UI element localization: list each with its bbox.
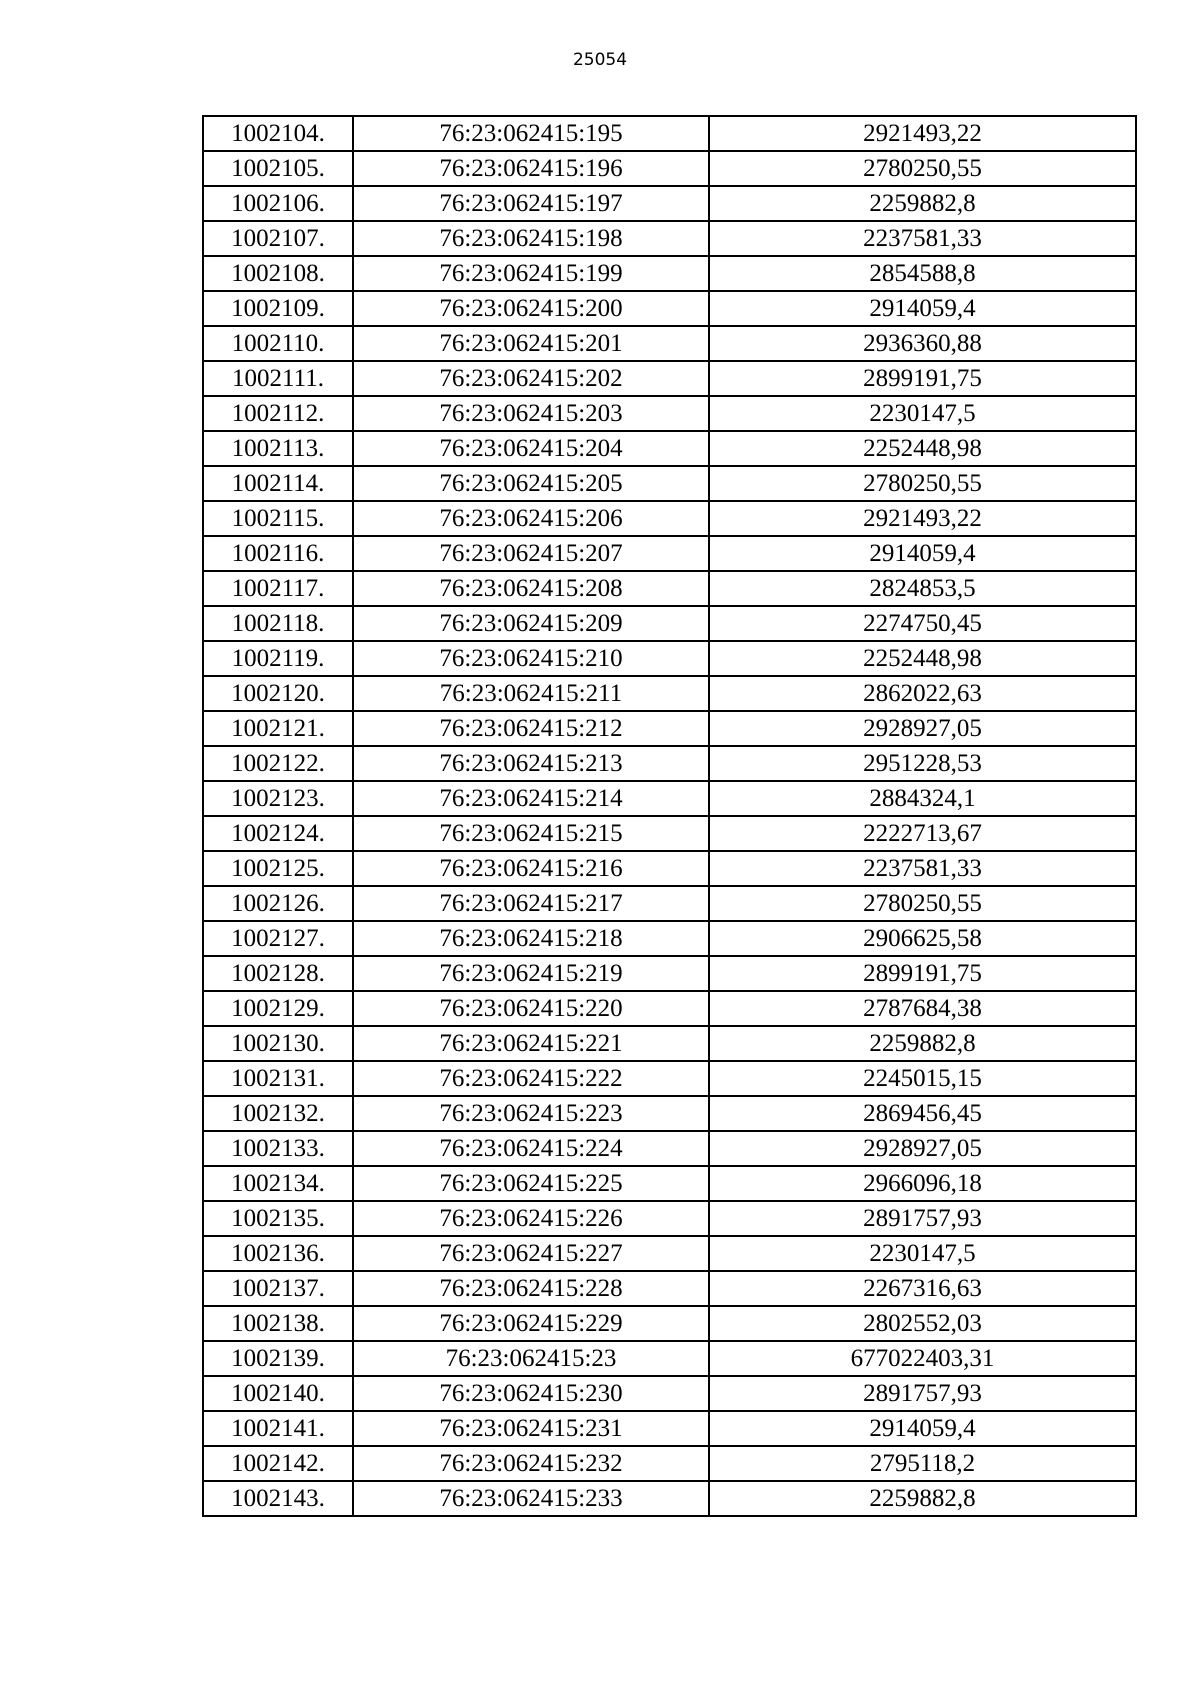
cadastral-number-cell: 76:23:062415:210: [353, 641, 709, 676]
value-cell: 2951228,53: [709, 746, 1136, 781]
cadastral-number-cell: 76:23:062415:200: [353, 291, 709, 326]
row-number-cell: 1002121.: [203, 711, 353, 746]
table-row: [203, 606, 1136, 641]
table-row: [203, 571, 1136, 606]
row-number-cell: 1002130.: [203, 1026, 353, 1061]
table-row: [203, 221, 1136, 256]
row-number-cell: 1002136.: [203, 1236, 353, 1271]
value-cell: 2230147,5: [709, 1236, 1136, 1271]
cadastral-number-cell: 76:23:062415:196: [353, 151, 709, 186]
value-cell: 2891757,93: [709, 1376, 1136, 1411]
row-number-cell: 1002135.: [203, 1201, 353, 1236]
table-row: [203, 1446, 1136, 1481]
cadastral-number-cell: 76:23:062415:233: [353, 1481, 709, 1516]
row-number-cell: 1002109.: [203, 291, 353, 326]
table-row: [203, 956, 1136, 991]
row-number-cell: 1002117.: [203, 571, 353, 606]
cadastral-number-cell: 76:23:062415:221: [353, 1026, 709, 1061]
cadastral-number-cell: 76:23:062415:23: [353, 1341, 709, 1376]
cadastral-number-cell: 76:23:062415:201: [353, 326, 709, 361]
row-number-cell: 1002139.: [203, 1341, 353, 1376]
value-cell: 2869456,45: [709, 1096, 1136, 1131]
table-row: [203, 781, 1136, 816]
row-number-cell: 1002106.: [203, 186, 353, 221]
cadastral-number-cell: 76:23:062415:231: [353, 1411, 709, 1446]
table-row: [203, 1061, 1136, 1096]
table-row: [203, 676, 1136, 711]
cadastral-number-cell: 76:23:062415:203: [353, 396, 709, 431]
value-cell: 677022403,31: [709, 1341, 1136, 1376]
row-number-cell: 1002116.: [203, 536, 353, 571]
table-row: [203, 816, 1136, 851]
table-row: [203, 991, 1136, 1026]
value-cell: 2780250,55: [709, 466, 1136, 501]
row-number-cell: 1002105.: [203, 151, 353, 186]
value-cell: 2245015,15: [709, 1061, 1136, 1096]
table-row: [203, 501, 1136, 536]
table-row: [203, 116, 1136, 151]
value-cell: 2824853,5: [709, 571, 1136, 606]
row-number-cell: 1002142.: [203, 1446, 353, 1481]
value-cell: 2914059,4: [709, 1411, 1136, 1446]
table-row: [203, 711, 1136, 746]
table-row: [203, 291, 1136, 326]
cadastral-value-table: [202, 115, 1137, 1517]
row-number-cell: 1002104.: [203, 116, 353, 151]
cadastral-number-cell: 76:23:062415:219: [353, 956, 709, 991]
value-cell: 2795118,2: [709, 1446, 1136, 1481]
value-cell: 2914059,4: [709, 536, 1136, 571]
value-cell: 2928927,05: [709, 711, 1136, 746]
table-row: [203, 396, 1136, 431]
row-number-cell: 1002120.: [203, 676, 353, 711]
table-row: [203, 1131, 1136, 1166]
row-number-cell: 1002141.: [203, 1411, 353, 1446]
table-row: [203, 536, 1136, 571]
row-number-cell: 1002108.: [203, 256, 353, 291]
row-number-cell: 1002114.: [203, 466, 353, 501]
value-cell: 2259882,8: [709, 1481, 1136, 1516]
row-number-cell: 1002143.: [203, 1481, 353, 1516]
value-cell: 2230147,5: [709, 396, 1136, 431]
value-cell: 2906625,58: [709, 921, 1136, 956]
table-row: [203, 1236, 1136, 1271]
row-number-cell: 1002129.: [203, 991, 353, 1026]
row-number-cell: 1002122.: [203, 746, 353, 781]
table-row: [203, 1201, 1136, 1236]
row-number-cell: 1002124.: [203, 816, 353, 851]
row-number-cell: 1002128.: [203, 956, 353, 991]
cadastral-number-cell: 76:23:062415:209: [353, 606, 709, 641]
cadastral-number-cell: 76:23:062415:211: [353, 676, 709, 711]
table-row: [203, 1376, 1136, 1411]
value-cell: 2252448,98: [709, 641, 1136, 676]
value-cell: 2267316,63: [709, 1271, 1136, 1306]
value-cell: 2787684,38: [709, 991, 1136, 1026]
row-number-cell: 1002112.: [203, 396, 353, 431]
table-row: [203, 746, 1136, 781]
table-row: [203, 1411, 1136, 1446]
table-row: [203, 1096, 1136, 1131]
table-row: [203, 1026, 1136, 1061]
row-number-cell: 1002134.: [203, 1166, 353, 1201]
value-cell: 2928927,05: [709, 1131, 1136, 1166]
value-cell: 2802552,03: [709, 1306, 1136, 1341]
table-body: [203, 116, 1136, 1516]
value-cell: 2780250,55: [709, 886, 1136, 921]
cadastral-number-cell: 76:23:062415:228: [353, 1271, 709, 1306]
table-row: [203, 641, 1136, 676]
row-number-cell: 1002119.: [203, 641, 353, 676]
row-number-cell: 1002127.: [203, 921, 353, 956]
row-number-cell: 1002110.: [203, 326, 353, 361]
cadastral-number-cell: 76:23:062415:204: [353, 431, 709, 466]
value-cell: 2274750,45: [709, 606, 1136, 641]
page-number: 25054: [572, 50, 628, 70]
table-row: [203, 186, 1136, 221]
cadastral-number-cell: 76:23:062415:218: [353, 921, 709, 956]
cadastral-number-cell: 76:23:062415:215: [353, 816, 709, 851]
row-number-cell: 1002133.: [203, 1131, 353, 1166]
table-row: [203, 326, 1136, 361]
cadastral-number-cell: 76:23:062415:230: [353, 1376, 709, 1411]
row-number-cell: 1002115.: [203, 501, 353, 536]
cadastral-number-cell: 76:23:062415:205: [353, 466, 709, 501]
cadastral-number-cell: 76:23:062415:232: [353, 1446, 709, 1481]
cadastral-number-cell: 76:23:062415:220: [353, 991, 709, 1026]
row-number-cell: 1002126.: [203, 886, 353, 921]
row-number-cell: 1002137.: [203, 1271, 353, 1306]
table-row: [203, 921, 1136, 956]
row-number-cell: 1002131.: [203, 1061, 353, 1096]
table-row: [203, 151, 1136, 186]
row-number-cell: 1002123.: [203, 781, 353, 816]
row-number-cell: 1002125.: [203, 851, 353, 886]
table-row: [203, 256, 1136, 291]
cadastral-number-cell: 76:23:062415:195: [353, 116, 709, 151]
cadastral-number-cell: 76:23:062415:197: [353, 186, 709, 221]
cadastral-number-cell: 76:23:062415:223: [353, 1096, 709, 1131]
row-number-cell: 1002140.: [203, 1376, 353, 1411]
cadastral-number-cell: 76:23:062415:212: [353, 711, 709, 746]
value-cell: 2921493,22: [709, 501, 1136, 536]
row-number-cell: 1002132.: [203, 1096, 353, 1131]
table-row: [203, 1166, 1136, 1201]
value-cell: 2237581,33: [709, 221, 1136, 256]
cadastral-number-cell: 76:23:062415:225: [353, 1166, 709, 1201]
cadastral-number-cell: 76:23:062415:199: [353, 256, 709, 291]
table-row: [203, 886, 1136, 921]
cadastral-number-cell: 76:23:062415:222: [353, 1061, 709, 1096]
value-cell: 2921493,22: [709, 116, 1136, 151]
table-row: [203, 1306, 1136, 1341]
cadastral-number-cell: 76:23:062415:216: [353, 851, 709, 886]
value-cell: 2780250,55: [709, 151, 1136, 186]
table-row: [203, 466, 1136, 501]
cadastral-number-cell: 76:23:062415:214: [353, 781, 709, 816]
value-cell: 2914059,4: [709, 291, 1136, 326]
row-number-cell: 1002138.: [203, 1306, 353, 1341]
value-cell: 2237581,33: [709, 851, 1136, 886]
row-number-cell: 1002118.: [203, 606, 353, 641]
cadastral-number-cell: 76:23:062415:208: [353, 571, 709, 606]
cadastral-number-cell: 76:23:062415:229: [353, 1306, 709, 1341]
table-row: [203, 851, 1136, 886]
value-cell: 2252448,98: [709, 431, 1136, 466]
value-cell: 2884324,1: [709, 781, 1136, 816]
value-cell: 2222713,67: [709, 816, 1136, 851]
value-cell: 2259882,8: [709, 1026, 1136, 1061]
value-cell: 2899191,75: [709, 361, 1136, 396]
table-row: [203, 361, 1136, 396]
table-row: [203, 431, 1136, 466]
row-number-cell: 1002107.: [203, 221, 353, 256]
row-number-cell: 1002113.: [203, 431, 353, 466]
value-cell: 2854588,8: [709, 256, 1136, 291]
value-cell: 2966096,18: [709, 1166, 1136, 1201]
cadastral-number-cell: 76:23:062415:198: [353, 221, 709, 256]
cadastral-number-cell: 76:23:062415:217: [353, 886, 709, 921]
value-cell: 2936360,88: [709, 326, 1136, 361]
cadastral-number-cell: 76:23:062415:202: [353, 361, 709, 396]
cadastral-number-cell: 76:23:062415:213: [353, 746, 709, 781]
table-row: [203, 1341, 1136, 1376]
cadastral-number-cell: 76:23:062415:227: [353, 1236, 709, 1271]
cadastral-number-cell: 76:23:062415:207: [353, 536, 709, 571]
value-cell: 2259882,8: [709, 186, 1136, 221]
value-cell: 2891757,93: [709, 1201, 1136, 1236]
value-cell: 2899191,75: [709, 956, 1136, 991]
row-number-cell: 1002111.: [203, 361, 353, 396]
table-row: [203, 1271, 1136, 1306]
cadastral-number-cell: 76:23:062415:226: [353, 1201, 709, 1236]
cadastral-number-cell: 76:23:062415:206: [353, 501, 709, 536]
table-row: [203, 1481, 1136, 1516]
value-cell: 2862022,63: [709, 676, 1136, 711]
cadastral-number-cell: 76:23:062415:224: [353, 1131, 709, 1166]
